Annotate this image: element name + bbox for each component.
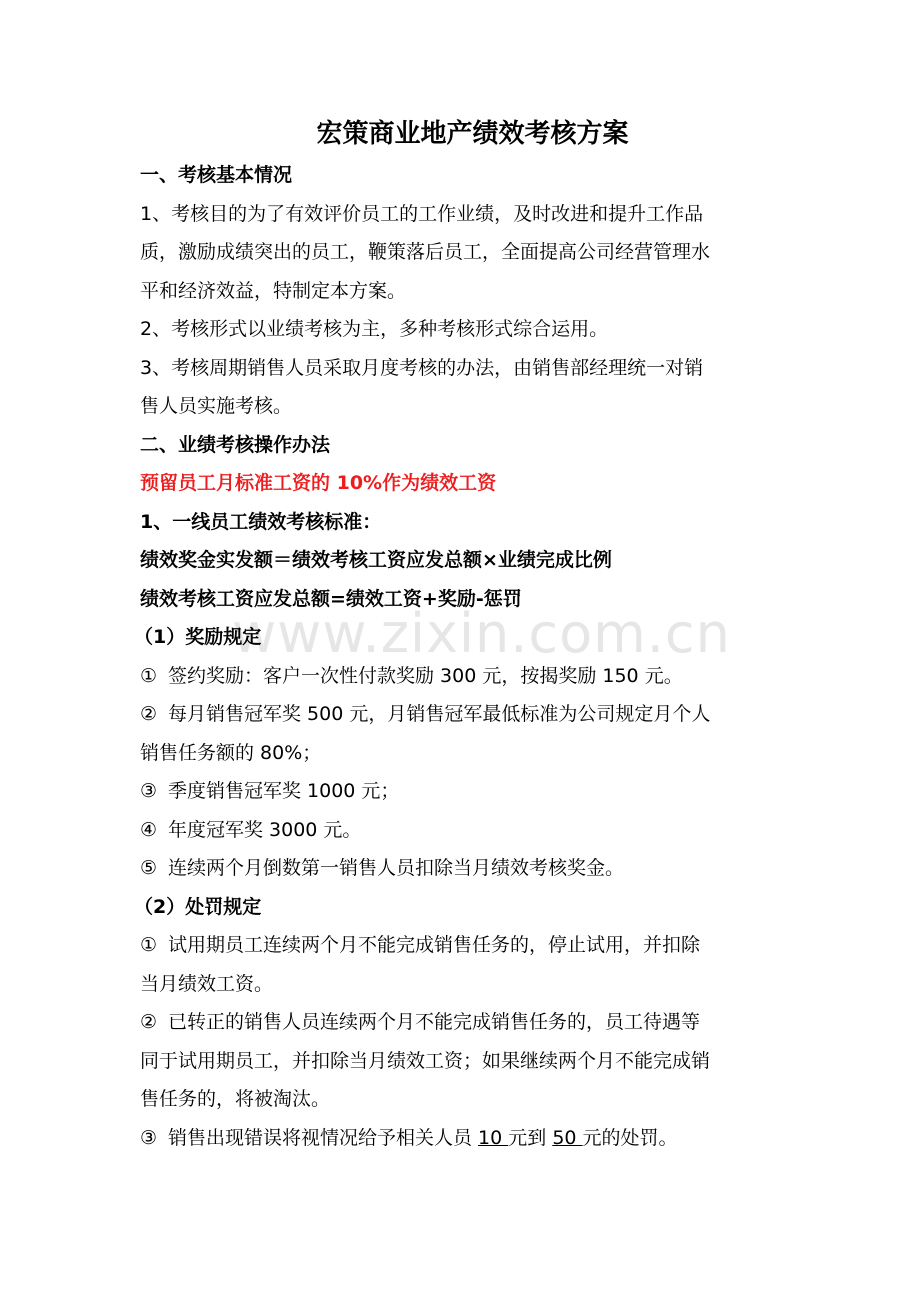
penalty-item-2-text-line2: 同于试用期员工，并扣除当月绩效工资；如果继续两个月不能完成销	[140, 1049, 711, 1072]
reward-item-5-marker: ⑤	[140, 857, 158, 879]
penalty-min-amount: 10	[478, 1126, 509, 1149]
reward-item-4	[140, 811, 790, 850]
section1-p2: 2、考核形式以业绩考核为主，多种考核形式综合运用。	[140, 318, 609, 340]
reward-item-1-marker: ①	[140, 664, 158, 687]
penalty-item-3-text-a: 销售出现错误将视情况给予相关人员	[168, 1126, 479, 1149]
section1-heading: 一、考核基本情况	[140, 164, 293, 186]
section1-p1-line3: 平和经济效益，特制定本方案。	[140, 279, 407, 302]
performance-pay-note: 预留员工月标准工资的 10%作为绩效工资	[140, 472, 497, 494]
penalty-item-2-text-line1: 已转正的销售人员连续两个月不能完成销售任务的，员工待遇等	[168, 1011, 701, 1033]
penalty-item-3-text-e: 元的处罚。	[582, 1126, 678, 1149]
penalty-item-1	[140, 926, 790, 965]
reward-item-2	[140, 695, 790, 734]
penalty-max-amount: 50	[552, 1126, 583, 1149]
penalty-item-2	[140, 1003, 790, 1042]
reward-heading: （1）奖励规定	[134, 626, 262, 648]
reward-item-4-text: 年度冠军奖 3000 元。	[168, 818, 362, 841]
penalty-item-3-text-c: 元到	[508, 1126, 553, 1149]
reward-item-2-marker: ②	[140, 703, 158, 725]
reward-item-3-text: 季度销售冠军奖 1000 元；	[168, 780, 400, 802]
reward-item-4-marker: ④	[140, 818, 158, 841]
penalty-item-2-marker: ②	[140, 1011, 158, 1033]
section1-p1-line2: 质，激励成绩突出的员工，鞭策落后员工，全面提高公司经营管理水	[140, 241, 711, 263]
section1-p3-line2: 售人员实施考核。	[140, 395, 293, 417]
document-title: 宏策商业地产绩效考核方案	[316, 119, 629, 149]
penalty-item-1-text-line1: 试用期员工连续两个月不能完成销售任务的，停止试用，并扣除	[168, 934, 701, 956]
subsection1-heading: 1、一线员工绩效考核标准：	[140, 510, 382, 533]
watermark: www.zixin.com.cn	[232, 602, 731, 665]
penalty-item-1-text-line2: 当月绩效工资。	[140, 972, 274, 995]
reward-item-3-marker: ③	[140, 780, 158, 802]
penalty-item-3-marker: ③	[140, 1126, 158, 1149]
reward-item-2-text-line2: 销售任务额的 80%；	[140, 741, 322, 764]
reward-item-5-text: 连续两个月倒数第一销售人员扣除当月绩效考核奖金。	[168, 857, 625, 879]
section2-heading: 二、业绩考核操作办法	[140, 433, 331, 456]
reward-item-1-text: 签约奖励：客户一次性付款奖励 300 元，按揭奖励 150 元。	[168, 664, 683, 687]
section1-p1-line1: 1、考核目的为了有效评价员工的工作业绩，及时改进和提升工作品	[140, 202, 704, 225]
reward-item-5	[140, 849, 790, 888]
reward-item-3	[140, 772, 790, 811]
penalty-heading: （2）处罚规定	[134, 895, 262, 918]
document-page	[134, 112, 790, 1157]
penalty-item-2-text-line3: 售任务的，将被淘汰。	[140, 1088, 331, 1110]
penalty-item-3	[140, 1119, 790, 1158]
formula-bonus: 绩效奖金实发额＝绩效考核工资应发总额×业绩完成比例	[140, 549, 612, 571]
penalty-item-1-marker: ①	[140, 934, 158, 956]
section1-p3-line1: 3、考核周期销售人员采取月度考核的办法，由销售部经理统一对销	[140, 356, 704, 379]
reward-item-1	[140, 657, 790, 696]
reward-item-2-text-line1: 每月销售冠军奖 500 元，月销售冠军最低标准为公司规定月个人	[168, 703, 711, 725]
formula-total: 绩效考核工资应发总额=绩效工资+奖励-惩罚	[140, 587, 522, 610]
